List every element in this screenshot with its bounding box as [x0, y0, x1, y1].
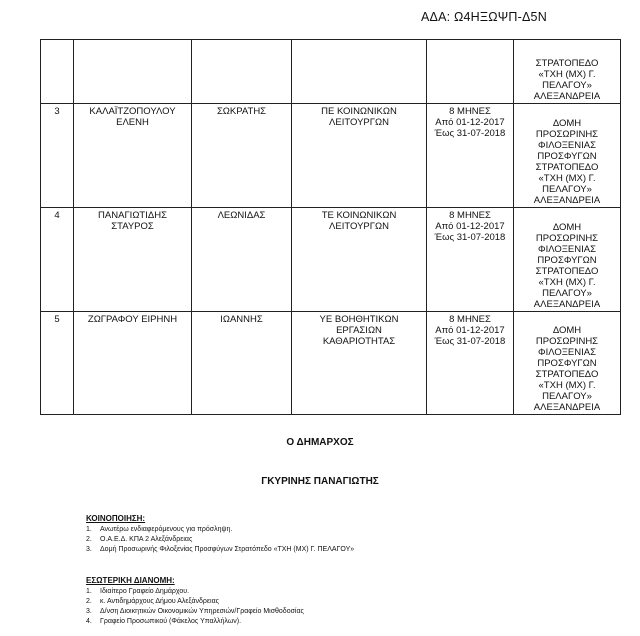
cell-specialty: ΠΕ ΚΟΙΝΩΝΙΚΩΝ ΛΕΙΤΟΥΡΓΩΝ: [292, 104, 427, 208]
list-item: 3. Δομή Προσωρινής Φιλοξενίας Προσφύγων Στρατόπεδο «ΤΧΗ (ΜΧ) Γ. ΠΕΛΑΓΟΥ»: [86, 546, 355, 553]
table-row: [41, 208, 621, 312]
cell-surname: [74, 40, 192, 104]
ada-code: ΑΔΑ: Ω4ΗΞΩΨΠ-Δ5Ν: [421, 10, 547, 24]
mayor-title: Ο ΔΗΜΑΡΧΟΣ: [286, 437, 354, 448]
cell-num: 3: [41, 104, 74, 208]
cell-num: 5: [41, 312, 74, 415]
list-item: 3. Δ/νση Διοικητικών Οικονομικών Υπηρεσιών/Γραφείο Μισθοδοσίας: [86, 608, 304, 615]
cell-surname: ΚΑΛΑΪΤΖΟΠΟΥΛΟΥ ΕΛΕΝΗ: [74, 104, 192, 208]
cell-specialty: ΥΕ ΒΟΗΘΗΤΙΚΩΝ ΕΡΓΑΣΙΩΝ ΚΑΘΑΡΙΟΤΗΤΑΣ: [292, 312, 427, 415]
cell-num: 4: [41, 208, 74, 312]
cell-father: ΙΩΑΝΝΗΣ: [192, 312, 292, 415]
cell-surname: ΖΩΓΡΑΦΟΥ ΕΙΡΗΝΗ: [74, 312, 192, 415]
notification-heading: ΚΟΙΝΟΠΟΙΗΣΗ:: [86, 514, 146, 523]
list-item: 4. Γραφείο Προσωπικού (Φάκελος Υπαλλήλων).: [86, 618, 242, 625]
cell-father: ΛΕΩΝΙΔΑΣ: [192, 208, 292, 312]
table-row: [41, 312, 621, 415]
cell-duration: 8 ΜΗΝΕΣ Από 01-12-2017 Έως 31-07-2018: [427, 104, 514, 208]
cell-num: [41, 40, 74, 104]
cell-specialty: [292, 40, 427, 104]
staff-table: [40, 39, 621, 415]
internal-distribution-list: [86, 587, 304, 627]
cell-father: ΣΩΚΡΑΤΗΣ: [192, 104, 292, 208]
table-row-continued: [41, 40, 621, 104]
internal-distribution-block: [86, 576, 304, 627]
list-item: 2. κ. Αντιδημάρχους Δήμου Αλεξάνδρειας: [86, 598, 219, 605]
cell-location: ΔΟΜΗ ΠΡΟΣΩΡΙΝΗΣ ΦΙΛΟΞΕΝΙΑΣ ΠΡΟΣΦΥΓΩΝ ΣΤΡΑΤΟΠΕΔΟ «ΤΧΗ (ΜΧ) Γ. ΠΕΛΑΓΟΥ» ΑΛΕΞΑΝΔΡΕΙΑ: [514, 104, 621, 208]
list-item: 1. Ιδιαίτερο Γραφείο Δημάρχου.: [86, 588, 190, 595]
cell-location: ΣΤΡΑΤΟΠΕΔΟ «ΤΧΗ (ΜΧ) Γ. ΠΕΛΑΓΟΥ» ΑΛΕΞΑΝΔΡΕΙΑ: [514, 40, 621, 104]
mayor-name: ΓΚΥΡΙΝΗΣ ΠΑΝΑΓΙΩΤΗΣ: [261, 476, 379, 487]
cell-location: ΔΟΜΗ ΠΡΟΣΩΡΙΝΗΣ ΦΙΛΟΞΕΝΙΑΣ ΠΡΟΣΦΥΓΩΝ ΣΤΡΑΤΟΠΕΔΟ «ΤΧΗ (ΜΧ) Γ. ΠΕΛΑΓΟΥ» ΑΛΕΞΑΝΔΡΕΙΑ: [514, 312, 621, 415]
list-item: 2. Ο.Α.Ε.Δ. ΚΠΑ 2 Αλεξάνδρειας: [86, 536, 193, 543]
table-row: [41, 104, 621, 208]
notification-block: [86, 514, 354, 555]
cell-duration: [427, 40, 514, 104]
cell-location: ΔΟΜΗ ΠΡΟΣΩΡΙΝΗΣ ΦΙΛΟΞΕΝΙΑΣ ΠΡΟΣΦΥΓΩΝ ΣΤΡΑΤΟΠΕΔΟ «ΤΧΗ (ΜΧ) Γ. ΠΕΛΑΓΟΥ» ΑΛΕΞΑΝΔΡΕΙΑ: [514, 208, 621, 312]
cell-specialty: ΤΕ ΚΟΙΝΩΝΙΚΩΝ ΛΕΙΤΟΥΡΓΩΝ: [292, 208, 427, 312]
cell-duration: 8 ΜΗΝΕΣ Από 01-12-2017 Έως 31-07-2018: [427, 312, 514, 415]
internal-distribution-heading: ΕΣΩΤΕΡΙΚΗ ΔΙΑΝΟΜΗ:: [86, 576, 175, 585]
list-item: 1. Ανωτέρω ενδιαφερόμενους για πρόσληψη.: [86, 526, 233, 533]
cell-duration: 8 ΜΗΝΕΣ Από 01-12-2017 Έως 31-07-2018: [427, 208, 514, 312]
cell-father: [192, 40, 292, 104]
notification-list: [86, 525, 354, 555]
cell-surname: ΠΑΝΑΓΙΩΤΙΔΗΣ ΣΤΑΥΡΟΣ: [74, 208, 192, 312]
